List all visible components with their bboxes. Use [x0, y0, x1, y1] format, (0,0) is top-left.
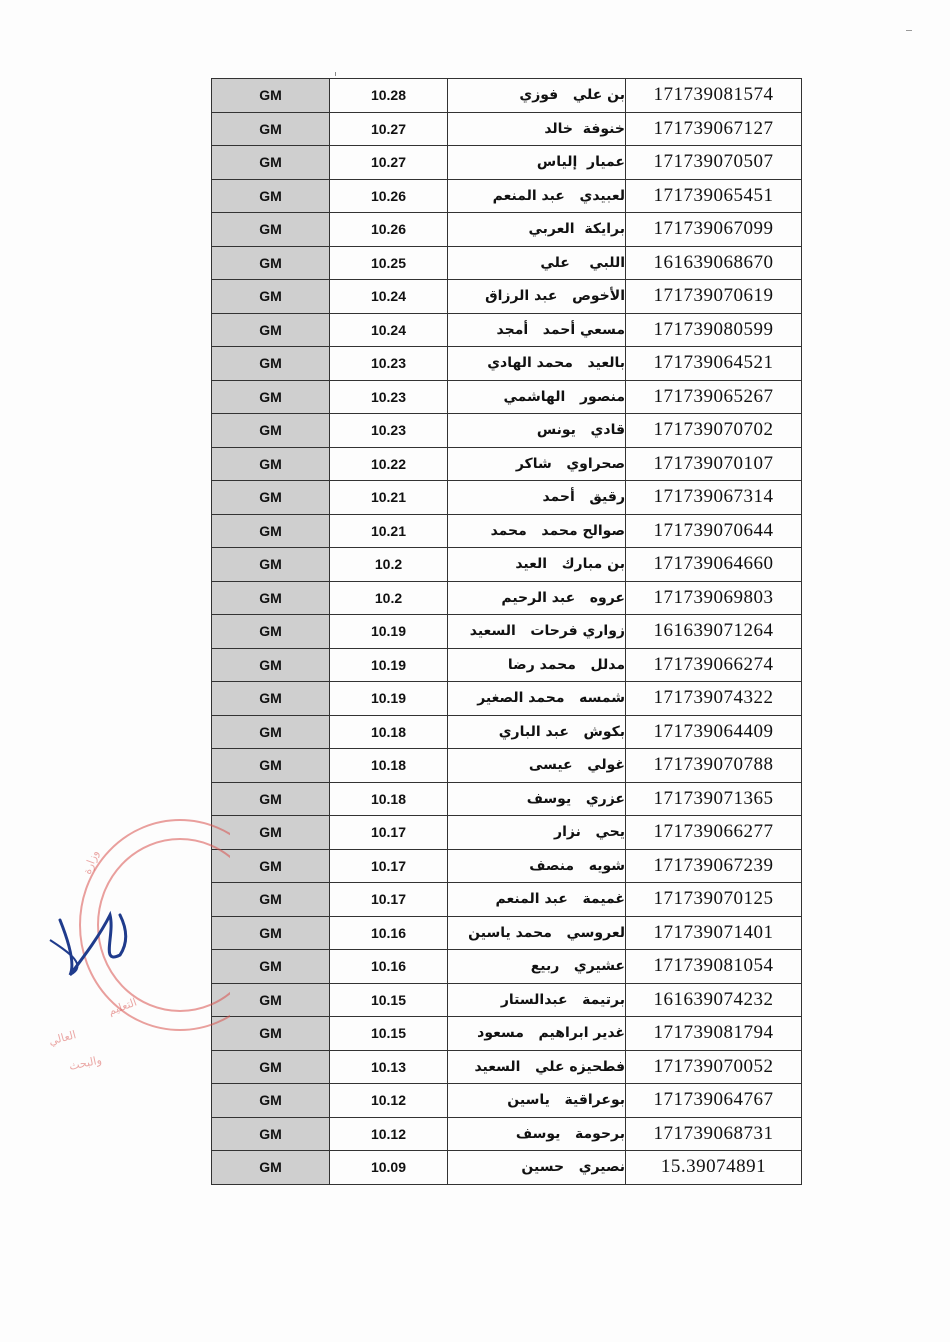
grade-cell: GM: [212, 682, 330, 716]
table-row: [212, 1117, 802, 1151]
grade-cell: GM: [212, 514, 330, 548]
id-cell: 171739071365: [626, 782, 802, 816]
grade-cell: GM: [212, 313, 330, 347]
id-cell: 171739070052: [626, 1050, 802, 1084]
score-cell: 10.27: [330, 146, 448, 180]
score-cell: 10.18: [330, 715, 448, 749]
name-cell: بكوش عبد الباري: [448, 715, 626, 749]
score-cell: 10.17: [330, 849, 448, 883]
score-cell: 10.12: [330, 1084, 448, 1118]
grade-cell: GM: [212, 112, 330, 146]
table-row: [212, 112, 802, 146]
table-row: [212, 648, 802, 682]
score-cell: 10.25: [330, 246, 448, 280]
table-row: [212, 514, 802, 548]
svg-text:والبحث: والبحث: [67, 1053, 103, 1073]
table-row: [212, 1151, 802, 1185]
grade-cell: GM: [212, 849, 330, 883]
id-cell: 161639074232: [626, 983, 802, 1017]
score-cell: 10.22: [330, 447, 448, 481]
id-cell: 171739069803: [626, 581, 802, 615]
score-cell: 10.26: [330, 213, 448, 247]
table-row: [212, 916, 802, 950]
scan-mark: [906, 30, 912, 31]
name-cell: مدلل محمد رضا: [448, 648, 626, 682]
name-cell: برتيمة عبدالستار: [448, 983, 626, 1017]
svg-text:وزارة: وزارة: [80, 848, 102, 877]
id-cell: 161639068670: [626, 246, 802, 280]
table-row: [212, 883, 802, 917]
score-cell: 10.16: [330, 916, 448, 950]
name-cell: شويه منصف: [448, 849, 626, 883]
grade-cell: GM: [212, 347, 330, 381]
table-row: [212, 179, 802, 213]
name-cell: شمسه محمد الصغير: [448, 682, 626, 716]
table-row: [212, 1017, 802, 1051]
grade-cell: GM: [212, 816, 330, 850]
table-row: [212, 79, 802, 113]
grade-cell: GM: [212, 246, 330, 280]
table-row: [212, 1050, 802, 1084]
score-cell: 10.23: [330, 347, 448, 381]
name-cell: بن علي فوزي: [448, 79, 626, 113]
name-cell: بوعراقية ياسين: [448, 1084, 626, 1118]
id-cell: 171739081574: [626, 79, 802, 113]
name-cell: برايكة العربي: [448, 213, 626, 247]
id-cell: 171739070702: [626, 414, 802, 448]
score-cell: 10.24: [330, 280, 448, 314]
id-cell: 171739070507: [626, 146, 802, 180]
score-cell: 10.17: [330, 816, 448, 850]
name-cell: بالعيد محمد الهادي: [448, 347, 626, 381]
name-cell: فطحيزه علي السعيد: [448, 1050, 626, 1084]
table-row: [212, 347, 802, 381]
score-cell: 10.09: [330, 1151, 448, 1185]
grade-cell: GM: [212, 548, 330, 582]
table-row: [212, 213, 802, 247]
id-cell: 171739064660: [626, 548, 802, 582]
score-cell: 10.13: [330, 1050, 448, 1084]
score-cell: 10.18: [330, 749, 448, 783]
id-cell: 171739070644: [626, 514, 802, 548]
table-row: [212, 1084, 802, 1118]
table-row: [212, 548, 802, 582]
name-cell: قادي يونس: [448, 414, 626, 448]
name-cell: اللبي علي: [448, 246, 626, 280]
score-cell: 10.16: [330, 950, 448, 984]
name-cell: صحراوي شاكر: [448, 447, 626, 481]
grade-cell: GM: [212, 1084, 330, 1118]
score-cell: 10.12: [330, 1117, 448, 1151]
grade-cell: GM: [212, 146, 330, 180]
results-table-body: [212, 79, 802, 1185]
score-cell: 10.19: [330, 615, 448, 649]
table-row: [212, 715, 802, 749]
grade-cell: GM: [212, 447, 330, 481]
score-cell: 10.27: [330, 112, 448, 146]
official-stamp-and-signature: [30, 815, 230, 1095]
grade-cell: GM: [212, 581, 330, 615]
name-cell: لعروسي محمد ياسين: [448, 916, 626, 950]
name-cell: برحومة يوسف: [448, 1117, 626, 1151]
grade-cell: GM: [212, 414, 330, 448]
score-cell: 10.18: [330, 782, 448, 816]
score-cell: 10.2: [330, 548, 448, 582]
id-cell: 171739080599: [626, 313, 802, 347]
id-cell: 171739070788: [626, 749, 802, 783]
grade-cell: GM: [212, 1050, 330, 1084]
table-row: [212, 146, 802, 180]
ruler-tick: [335, 72, 336, 76]
score-cell: 10.24: [330, 313, 448, 347]
score-cell: 10.23: [330, 414, 448, 448]
grade-cell: GM: [212, 1151, 330, 1185]
table-row: [212, 481, 802, 515]
grade-cell: GM: [212, 648, 330, 682]
name-cell: بن مبارك العيد: [448, 548, 626, 582]
score-cell: 10.28: [330, 79, 448, 113]
svg-text:العالي: العالي: [47, 1028, 78, 1048]
id-cell: 171739067314: [626, 481, 802, 515]
score-cell: 10.17: [330, 883, 448, 917]
table-row: [212, 380, 802, 414]
grade-cell: GM: [212, 1117, 330, 1151]
table-row: [212, 816, 802, 850]
name-cell: زواري فرحات السعيد: [448, 615, 626, 649]
table-row: [212, 447, 802, 481]
table-row: [212, 782, 802, 816]
id-cell: 171739081794: [626, 1017, 802, 1051]
table-row: [212, 749, 802, 783]
grade-cell: GM: [212, 179, 330, 213]
name-cell: غولي عيسى: [448, 749, 626, 783]
name-cell: عروه عبد الرحيم: [448, 581, 626, 615]
score-cell: 10.2: [330, 581, 448, 615]
name-cell: يحي نزار: [448, 816, 626, 850]
table-row: [212, 849, 802, 883]
name-cell: غميمة عبد المنعم: [448, 883, 626, 917]
name-cell: عشيري ربيع: [448, 950, 626, 984]
score-cell: 10.19: [330, 682, 448, 716]
score-cell: 10.21: [330, 514, 448, 548]
id-cell: 171739067099: [626, 213, 802, 247]
svg-text:التعليم: التعليم: [106, 995, 139, 1018]
name-cell: عزري يوسف: [448, 782, 626, 816]
name-cell: غدير ابراهيم مسعود: [448, 1017, 626, 1051]
id-cell: 161639071264: [626, 615, 802, 649]
score-cell: 10.15: [330, 1017, 448, 1051]
name-cell: عميار إلياس: [448, 146, 626, 180]
id-cell: 171739068731: [626, 1117, 802, 1151]
name-cell: نصيري حسين: [448, 1151, 626, 1185]
score-cell: 10.26: [330, 179, 448, 213]
table-row: [212, 280, 802, 314]
grade-cell: GM: [212, 883, 330, 917]
id-cell: 171739066277: [626, 816, 802, 850]
id-cell: 171739070125: [626, 883, 802, 917]
score-cell: 10.21: [330, 481, 448, 515]
grade-cell: GM: [212, 1017, 330, 1051]
score-cell: 10.23: [330, 380, 448, 414]
grade-cell: GM: [212, 715, 330, 749]
grade-cell: GM: [212, 380, 330, 414]
table-row: [212, 313, 802, 347]
id-cell: 171739065267: [626, 380, 802, 414]
grade-cell: GM: [212, 280, 330, 314]
score-cell: 10.15: [330, 983, 448, 1017]
name-cell: منصور الهاشمي: [448, 380, 626, 414]
id-cell: 171739081054: [626, 950, 802, 984]
name-cell: خنوفة خالد: [448, 112, 626, 146]
id-cell: 171739065451: [626, 179, 802, 213]
id-cell: 171739067127: [626, 112, 802, 146]
id-cell: 171739071401: [626, 916, 802, 950]
table-row: [212, 581, 802, 615]
id-cell: 171739067239: [626, 849, 802, 883]
table-row: [212, 950, 802, 984]
grade-cell: GM: [212, 79, 330, 113]
table-row: [212, 615, 802, 649]
id-cell: 15.39074891: [626, 1151, 802, 1185]
table-row: [212, 246, 802, 280]
grade-cell: GM: [212, 782, 330, 816]
table-row: [212, 682, 802, 716]
name-cell: رقيق أحمد: [448, 481, 626, 515]
name-cell: الأخوص عبد الرزاق: [448, 280, 626, 314]
id-cell: 171739066274: [626, 648, 802, 682]
table-row: [212, 414, 802, 448]
table-row: [212, 983, 802, 1017]
grade-cell: GM: [212, 916, 330, 950]
id-cell: 171739070619: [626, 280, 802, 314]
grade-cell: GM: [212, 749, 330, 783]
name-cell: لعبيدي عبد المنعم: [448, 179, 626, 213]
name-cell: مسعي أحمد أمجد: [448, 313, 626, 347]
grade-cell: GM: [212, 983, 330, 1017]
id-cell: 171739064767: [626, 1084, 802, 1118]
grade-cell: GM: [212, 615, 330, 649]
id-cell: 171739074322: [626, 682, 802, 716]
id-cell: 171739064409: [626, 715, 802, 749]
id-cell: 171739064521: [626, 347, 802, 381]
grade-cell: GM: [212, 213, 330, 247]
results-table: [211, 78, 802, 1185]
grade-cell: GM: [212, 950, 330, 984]
id-cell: 171739070107: [626, 447, 802, 481]
score-cell: 10.19: [330, 648, 448, 682]
name-cell: صوالح محمد محمد: [448, 514, 626, 548]
grade-cell: GM: [212, 481, 330, 515]
